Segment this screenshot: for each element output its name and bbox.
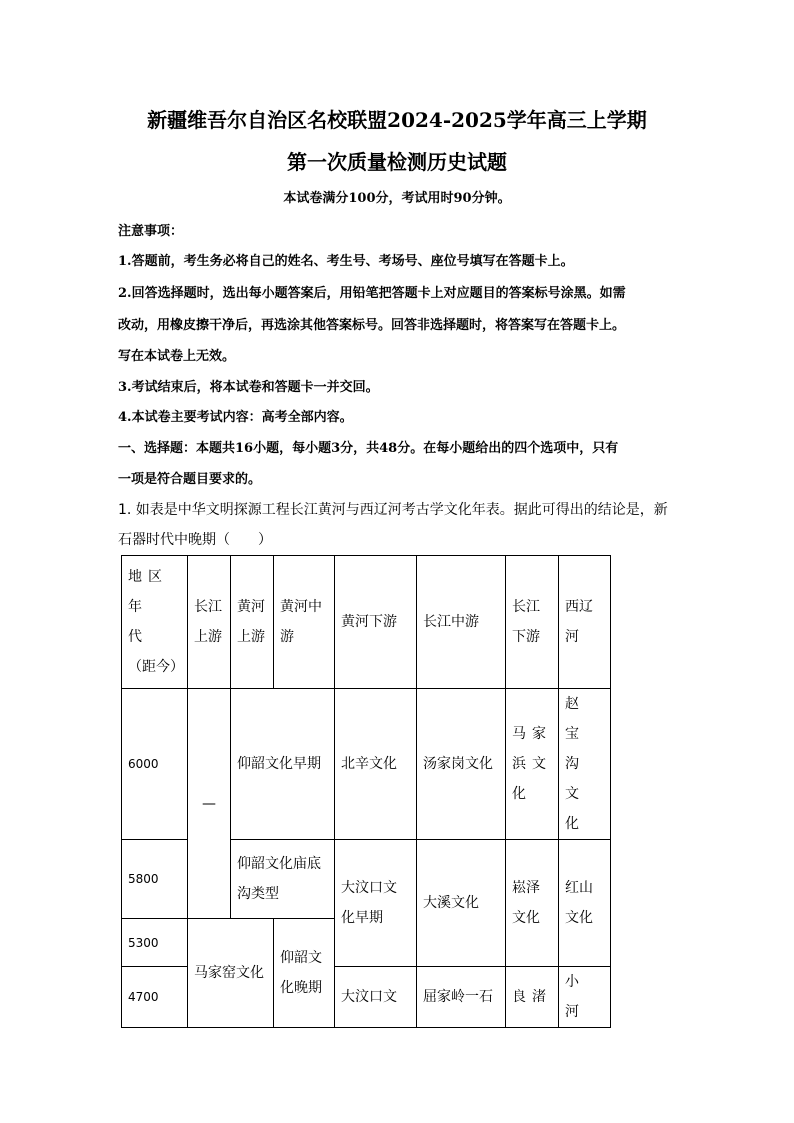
- culture-cell: 赵宝沟文化: [559, 689, 611, 840]
- question-1-stem-cont: 石器时代中晚期（ ）: [118, 532, 272, 548]
- corner-label: 地区年: [128, 569, 168, 615]
- culture-cell: 仰韶文化早期: [231, 689, 335, 840]
- culture-cell: 大溪文化: [417, 840, 506, 967]
- culture-cell: 大汶口文化早期: [335, 840, 417, 967]
- culture-cell: 良渚: [506, 967, 559, 1028]
- culture-cell: 北辛文化: [335, 689, 417, 840]
- col-header-cjzy: 长江中游: [417, 556, 506, 689]
- exam-subtitle: 本试卷满分100分，考试用时90分钟。: [283, 191, 511, 206]
- table-row: [122, 689, 611, 840]
- year-cell: 6000: [122, 689, 188, 840]
- year-cell: 5300: [122, 919, 188, 967]
- empty-culture-cell: —: [188, 689, 231, 919]
- year-cell: 5800: [122, 840, 188, 919]
- notice-heading: 注意事项：: [118, 224, 184, 239]
- culture-cell: 马家浜文化: [506, 689, 559, 840]
- corner-label: （距今）: [128, 659, 184, 675]
- section-heading-cont: 一项是符合题目要求的。: [118, 472, 262, 487]
- culture-cell: 马家窑文化: [188, 919, 274, 1028]
- exam-title-line1: 新疆维吾尔自治区名校联盟2024-2025学年高三上学期: [147, 108, 647, 132]
- col-header-hhxy: 黄河下游: [335, 556, 417, 689]
- archaeology-table: [121, 555, 611, 1028]
- culture-cell: 汤家岗文化: [417, 689, 506, 840]
- year-cell: 4700: [122, 967, 188, 1028]
- question-1-stem: 1. 如表是中华文明探源工程长江黄河与西辽河考古学文化年表。据此可得出的结论是，新: [118, 502, 668, 518]
- col-header-cjxy: 长江下游: [506, 556, 559, 689]
- culture-cell: 崧泽文化: [506, 840, 559, 967]
- notice-line: 2.回答选择题时，选出每小题答案后，用铅笔把答题卡上对应题目的答案标号涂黑。如需: [118, 286, 626, 301]
- col-header-xlh: 西辽河: [559, 556, 611, 689]
- notice-line: 1.答题前，考生务必将自己的姓名、考生号、考场号、座位号填写在答题卡上。: [118, 254, 574, 269]
- col-header-hhzy: 黄河中游: [274, 556, 335, 689]
- exam-title-line2: 第一次质量检测历史试题: [287, 150, 507, 174]
- notice-line: 写在本试卷上无效。: [118, 349, 236, 364]
- culture-cell: 仰韶文化晚期: [274, 919, 335, 1028]
- table-header-row: [122, 556, 611, 689]
- notice-line: 3.考试结束后，将本试卷和答题卡一并交回。: [118, 380, 379, 395]
- col-header-hhsy: 黄河上游: [231, 556, 274, 689]
- notice-line: 改动，用橡皮擦干净后，再选涂其他答案标号。回答非选择题时，将答案写在答题卡上。: [118, 318, 626, 333]
- section-heading: 一、选择题：本题共16小题，每小题3分，共48分。在每小题给出的四个选项中，只有: [118, 441, 619, 456]
- notice-line: 4.本试卷主要考试内容：高考全部内容。: [118, 410, 353, 425]
- col-header-cjsy: 长江上游: [188, 556, 231, 689]
- corner-label: 代: [128, 629, 142, 645]
- culture-cell: 屈家岭一石: [417, 967, 506, 1028]
- culture-cell: 仰韶文化庙底沟类型: [231, 840, 335, 919]
- culture-cell: 红山文化: [559, 840, 611, 967]
- corner-cell: [122, 556, 188, 689]
- culture-cell: 小河: [559, 967, 611, 1028]
- culture-cell: 大汶口文: [335, 967, 417, 1028]
